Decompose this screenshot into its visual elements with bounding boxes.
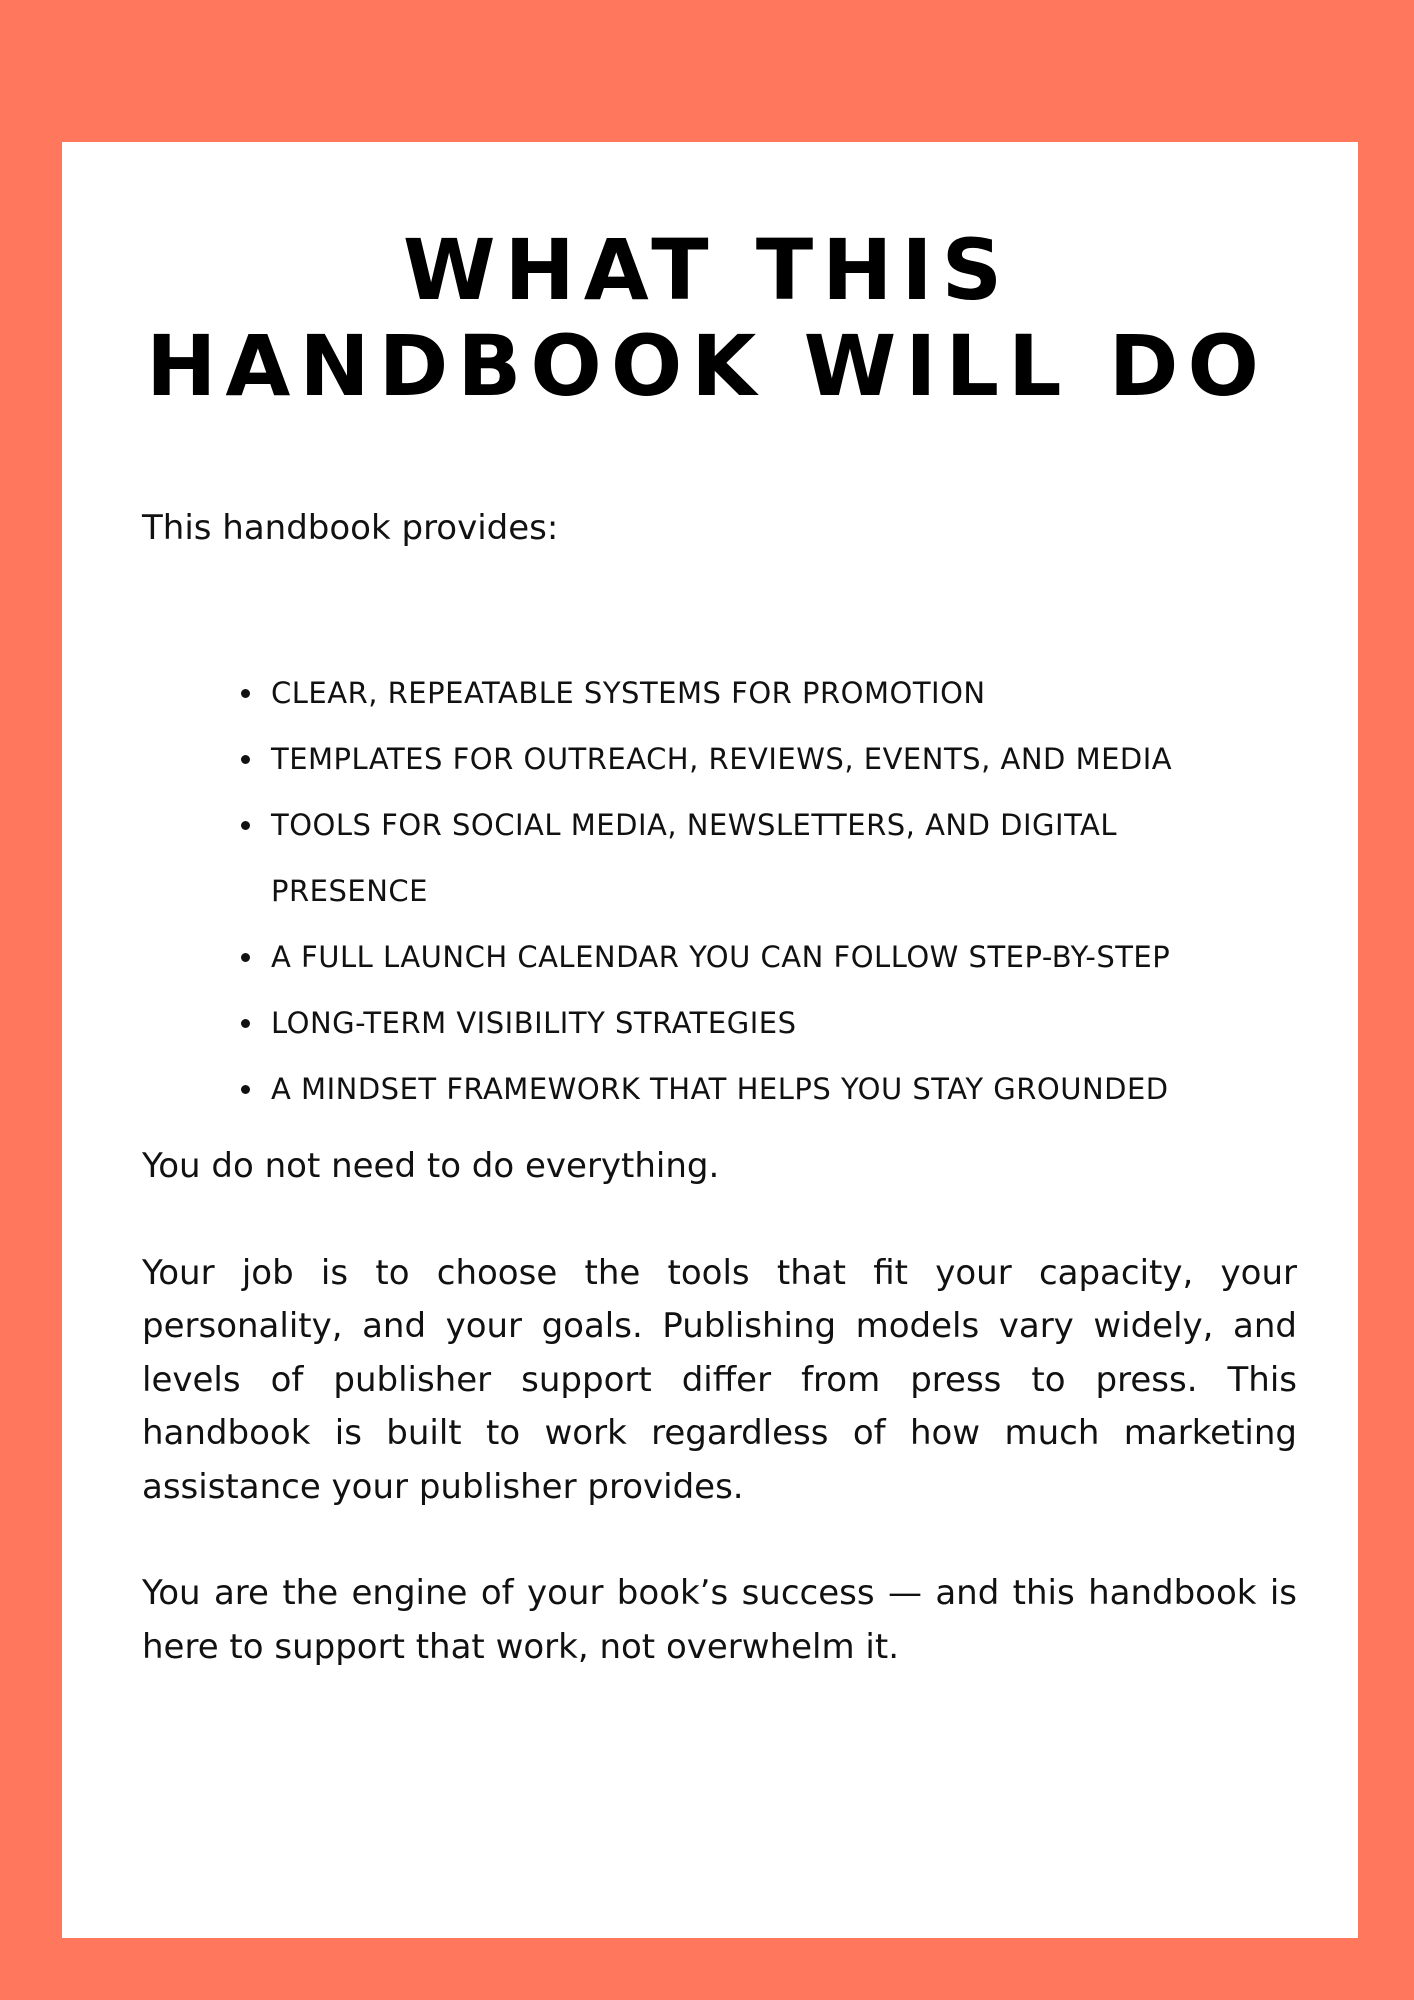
paragraph-note: You do not need to do everything.: [142, 1146, 720, 1186]
page-title-line-1: WHAT THIS: [402, 221, 1012, 319]
list-item-text: CLEAR, REPEATABLE SYSTEMS FOR PROMOTION: [271, 676, 986, 710]
list-item: [271, 726, 1271, 792]
content-body: [142, 500, 1297, 1674]
list-item-text: TOOLS FOR SOCIAL MEDIA, NEWSLETTERS, AND DIGITAL PRESENCE: [271, 808, 1118, 908]
bullet-icon: [241, 821, 250, 830]
list-item: [271, 1056, 1271, 1122]
bullet-icon: [241, 953, 250, 962]
list-item: [271, 792, 1271, 924]
list-item: [271, 990, 1271, 1056]
features-list: [142, 660, 1297, 1122]
page-title-line-2: HANDBOOK WILL DO: [146, 317, 1268, 415]
list-item: [271, 924, 1271, 990]
list-item-text: TEMPLATES FOR OUTREACH, REVIEWS, EVENTS, AND MEDIA: [271, 742, 1173, 776]
page-title: [0, 222, 1414, 414]
paragraph-job: Your job is to choose the tools that fit your capacity, your personality, and your goals. Publishing models vary widely, and levels of publisher support differ from press to press. This handbook is built to work regardless of how much marketing assistance your publisher provides.: [142, 1252, 1297, 1507]
bullet-icon: [241, 755, 250, 764]
bullet-icon: [241, 689, 250, 698]
intro-text: This handbook provides:: [142, 508, 559, 548]
list-item-text: A FULL LAUNCH CALENDAR YOU CAN FOLLOW STEP-BY-STEP: [271, 940, 1171, 974]
list-item-text: A MINDSET FRAMEWORK THAT HELPS YOU STAY GROUNDED: [271, 1072, 1169, 1106]
paragraph-engine: You are the engine of your book’s success — and this handbook is here to support that work, not overwhelm it.: [142, 1573, 1297, 1667]
bullet-icon: [241, 1085, 250, 1094]
list-item: [271, 660, 1271, 726]
list-item-text: LONG-TERM VISIBILITY STRATEGIES: [271, 1006, 797, 1040]
bullet-icon: [241, 1019, 250, 1028]
